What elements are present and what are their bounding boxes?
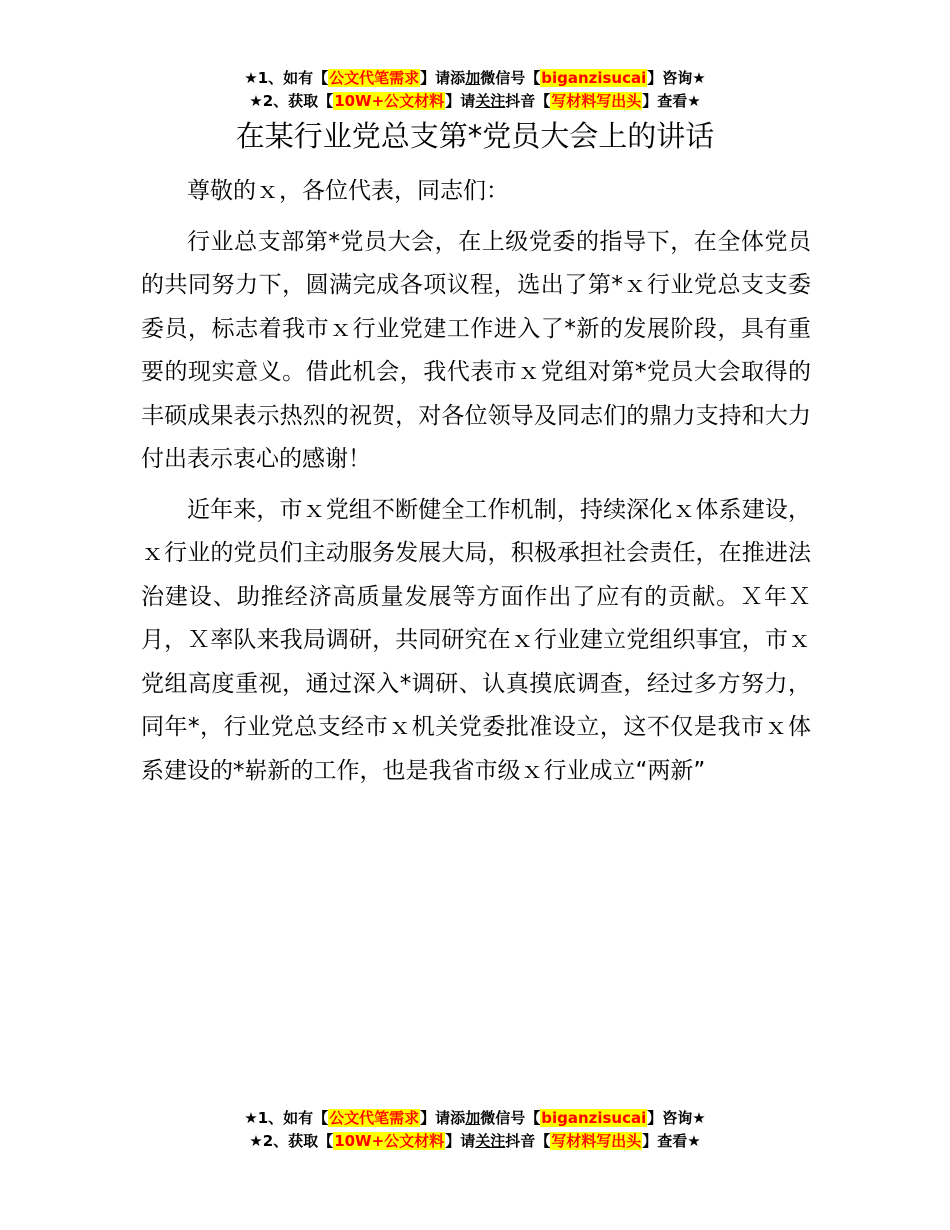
header-banner (0, 67, 950, 113)
paragraph: 近年来，市ｘ党组不断健全工作机制，持续深化ｘ体系建设，ｘ行业的党员们主动服务发展大局，积极承担社会责任，在推进法治建设、助推经济高质量发展等方面作出了应有的贡献。Ｘ年Ｘ月，Ｘ率队来我局调研，共同研究在ｘ行业建立党组织事宜，市ｘ党组高度重视，通过深入*调研、认真摸底调查，经过多方努力，同年*，行业党总支经市ｘ机关党委批准设立，这不仅是我市ｘ体系建设的*崭新的工作，也是我省市级ｘ行业成立“两新” (141, 496, 811, 784)
paragraph: 行业总支部第*党员大会，在上级党委的指导下，在全体党员的共同努力下，圆满完成各项议程，选出了第*ｘ行业党总支支委委员，标志着我市ｘ行业党建工作进入了*新的发展阶段，具有重要的现实意义。借此机会，我代表市ｘ党组对第*党员大会取得的丰硕成果表示热烈的祝贺，对各位领导及同志们的鼎力支持和大力付出表示衷心的感谢！ (141, 228, 811, 472)
douyin-account: 写材料写出头 (551, 1132, 642, 1150)
wechat-id: biganzisucai (541, 1109, 647, 1127)
highlight-text: 公文代笔需求 (329, 69, 420, 87)
highlight-text: 10W+公文材料 (334, 1132, 445, 1150)
salutation: 尊敬的ｘ，各位代表，同志们： (187, 178, 509, 204)
highlight-text: 10W+公文材料 (334, 92, 445, 110)
wechat-id: biganzisucai (541, 69, 647, 87)
banner-line-1: ★1、如有【公文代笔需求】请添加微信号【biganzisucai】咨询★ (244, 69, 706, 87)
banner-line-2: ★2、获取【10W+公文材料】请关注抖音【写材料写出头】查看★ (249, 92, 701, 110)
footer-banner (0, 1107, 950, 1153)
document-body (141, 170, 811, 800)
douyin-account: 写材料写出头 (551, 92, 642, 110)
banner-line-2: ★2、获取【10W+公文材料】请关注抖音【写材料写出头】查看★ (249, 1132, 701, 1150)
banner-line-1: ★1、如有【公文代笔需求】请添加微信号【biganzisucai】咨询★ (244, 1109, 706, 1127)
document-title: 在某行业党总支第*党员大会上的讲话 (235, 119, 715, 153)
highlight-text: 公文代笔需求 (329, 1109, 420, 1127)
